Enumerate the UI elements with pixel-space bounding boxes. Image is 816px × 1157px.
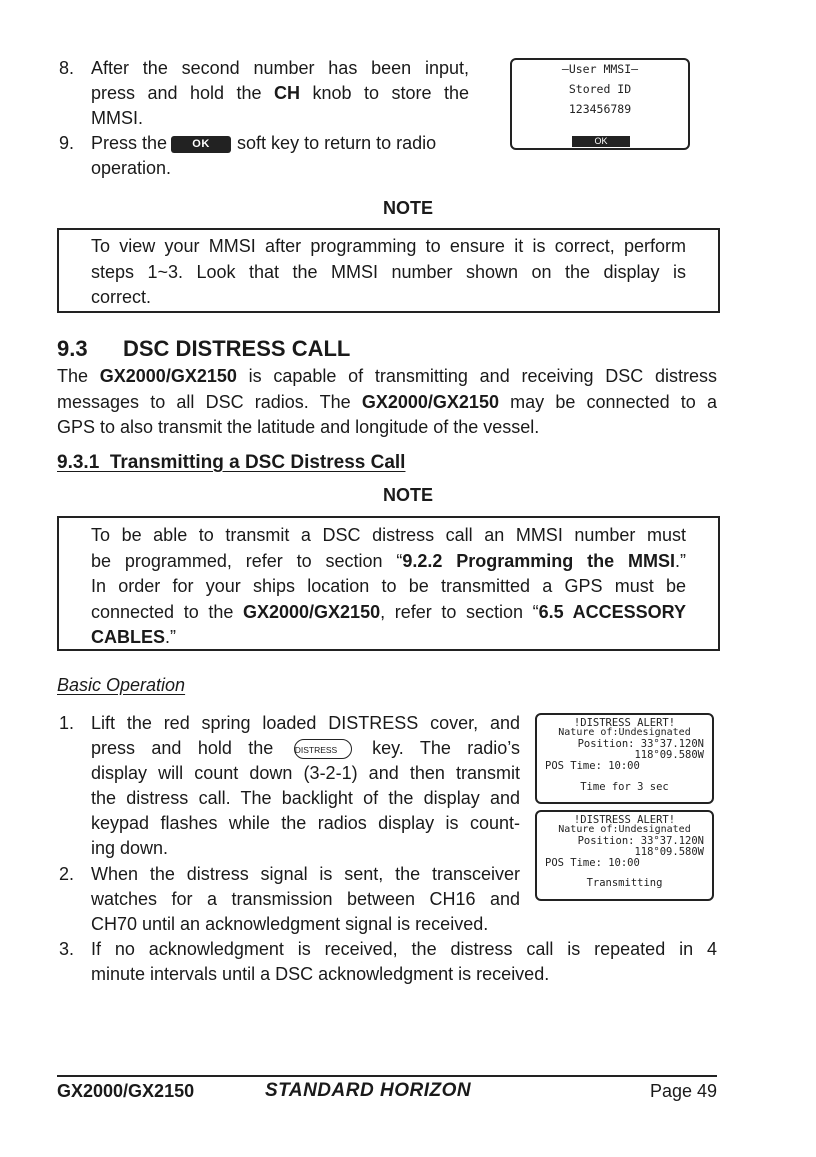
- step-number: 1.: [59, 713, 75, 733]
- footer-model: GX2000/GX2150: [57, 1081, 195, 1101]
- note-line: In order for your ships location to be transmitted a GPS must be: [91, 576, 686, 596]
- ok-softkey-icon: OK: [171, 136, 231, 153]
- step-text-line: the distress call. The backlight of the display and: [91, 788, 520, 808]
- subsection-heading: 9.3.1 Transmitting a DSC Distress Call: [57, 452, 406, 473]
- step-8: [59, 56, 471, 131]
- step-text-line: CH70 until an acknowledgment signal is received.: [91, 914, 489, 934]
- section-paragraph: The GX2000/GX2150 is capable of transmitting and receiving DSC distress messages to all DSC radios. The GX2000/GX2150 may be connected to a GPS to also transmit the latitude and longitude of the vessel.: [57, 366, 717, 437]
- note-title: NOTE: [382, 198, 433, 218]
- lcd-line: Stored ID: [568, 82, 632, 96]
- step-number: 8.: [59, 58, 75, 78]
- step-text-line: keypad flashes while the radios display is count-: [91, 813, 520, 833]
- section-number: 9.3: [57, 336, 88, 361]
- lcd-user-mmsi: [510, 58, 690, 150]
- step-text-line: If no acknowledgment is received, the distress call is repeated in 4: [91, 939, 717, 959]
- note-line: steps 1~3. Look that the MMSI number shown on the display is: [91, 261, 686, 282]
- step-text-line: ing down.: [91, 838, 169, 858]
- step-text-line: MMSI.: [91, 108, 143, 128]
- step-text-line: After the second number has been input,: [91, 58, 469, 78]
- note-line: To be able to transmit a DSC distress call an MMSI number must: [91, 525, 686, 545]
- note-box: [57, 228, 720, 313]
- step-9: [59, 131, 471, 181]
- lcd-distress-alert-transmitting: !DISTRESS ALERT! Nature of:Undesignated Position: 33°37.120N 118°09.580W POS Time: 10:00 Transmitting: [535, 810, 714, 901]
- footer-rule: [57, 1075, 717, 1077]
- basic-operation-heading: Basic Operation: [57, 675, 186, 695]
- step-3: [59, 937, 717, 987]
- lcd-title: –User MMSI–: [561, 62, 639, 76]
- note-line: CABLES.”: [91, 627, 177, 647]
- lcd-ok-softkey: OK: [572, 136, 630, 147]
- note-line: correct.: [91, 287, 152, 307]
- step-text-line: press and hold the DISTRESS key. The radio’s: [91, 738, 520, 758]
- note-title: NOTE: [382, 485, 433, 505]
- lcd-line: 123456789: [568, 102, 632, 116]
- note-box: [57, 516, 720, 651]
- step-text-line: watches for a transmission between CH16 and: [91, 889, 520, 909]
- step-text-line: display will count down (3-2-1) and then transmit: [91, 763, 520, 783]
- step-1: [59, 711, 521, 861]
- step-text-line: minute intervals until a DSC acknowledgment is received.: [91, 964, 550, 984]
- note-line: To view your MMSI after programming to ensure it is correct, perform: [91, 236, 686, 256]
- step-2: [59, 862, 521, 937]
- step-text-line: operation.: [91, 158, 172, 178]
- note-line: connected to the GX2000/GX2150, refer to section “6.5 ACCESSORY: [91, 601, 686, 622]
- step-number: 2.: [59, 864, 75, 884]
- step-number: 3.: [59, 939, 75, 959]
- brand-logo: STANDARD HORIZON: [265, 1080, 472, 1101]
- step-text-line: When the distress signal is sent, the transceiver: [91, 864, 520, 884]
- page-number: Page 49: [649, 1081, 717, 1101]
- section-title: DSC DISTRESS CALL: [123, 336, 351, 361]
- note-line: be programmed, refer to section “9.2.2 Programming the MMSI.”: [91, 550, 686, 571]
- step-number: 9.: [59, 133, 75, 153]
- section-heading: [57, 336, 351, 362]
- step-text-line: press and hold the CH knob to store the: [91, 83, 470, 103]
- step-text-line: Lift the red spring loaded DISTRESS cover, and: [91, 713, 520, 733]
- step-text-line: Press the OK soft key to return to radio: [91, 133, 437, 153]
- lcd-distress-alert-countdown: !DISTRESS ALERT! Nature of:Undesignated Position: 33°37.120N 118°09.580W POS Time: 10:00 Time for 3 sec: [535, 713, 714, 804]
- distress-key-icon: DISTRESS: [294, 739, 352, 759]
